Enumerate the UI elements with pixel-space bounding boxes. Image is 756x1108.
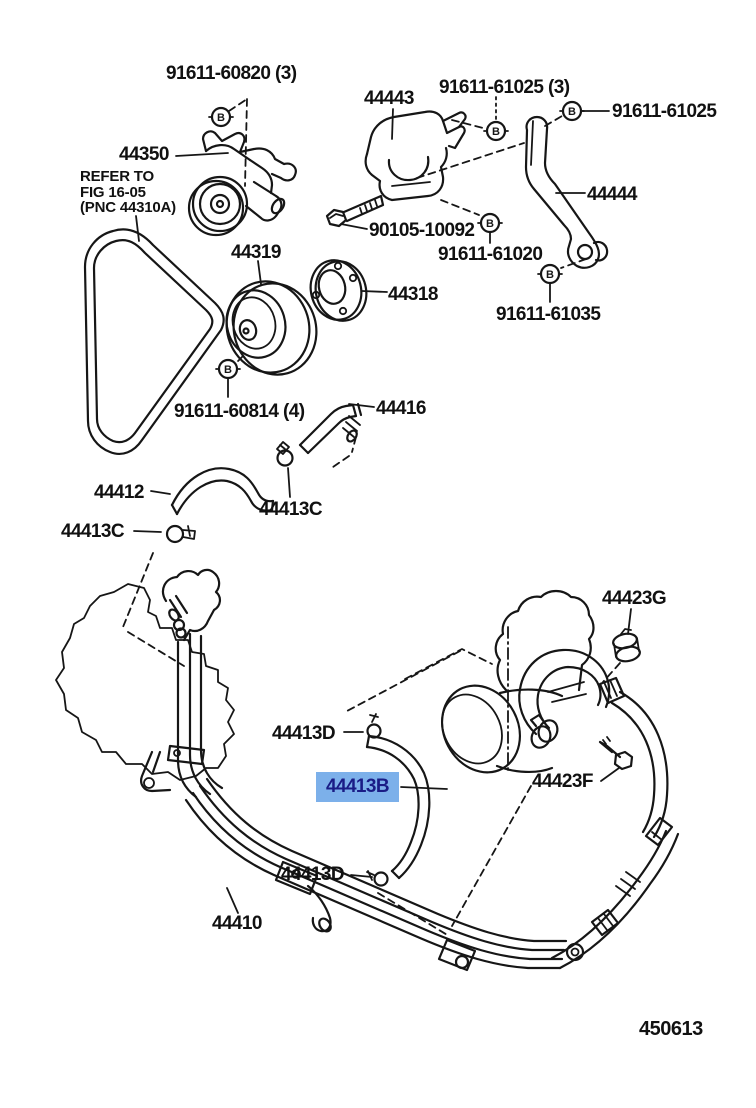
part-label-44413b-highlighted[interactable]: 44413B [316,772,399,802]
part-label-91611-61025[interactable]: 91611-61025 [612,101,717,122]
bolt-marker-letter: B [492,126,500,138]
clamp-44413c-left-drawing [167,526,195,542]
bolt-marker-icon [478,214,502,232]
part-label-44443[interactable]: 44443 [364,88,414,109]
bolt-marker-icon [484,122,508,140]
clamp-44413d-top-drawing [368,714,381,738]
tube-assembly-44410-drawing [186,779,678,970]
bolt-marker-icon [216,360,240,378]
part-label-44410[interactable]: 44410 [212,913,262,934]
engine-outline-drawing [56,584,234,791]
part-label-44416[interactable]: 44416 [376,398,426,419]
bolt-marker-icon [560,102,584,120]
part-label-90105-10092[interactable]: 90105-10092 [369,220,475,241]
part-label-91611-60820[interactable]: 91611-60820 (3) [166,63,297,84]
part-label-44444[interactable]: 44444 [587,184,637,205]
refer-note [80,169,176,216]
hose-44416-drawing [300,404,361,453]
refer-note-line2: FIG 16-05 [80,183,146,201]
bolt-marker-letter: B [486,218,494,230]
idler-assembly-drawing [189,131,296,235]
bracket-44443-drawing [366,111,466,200]
bolt-44423f-drawing [600,737,632,769]
tube-inlet-drawing [163,570,222,797]
hose-44413b-drawing [367,736,429,878]
bolt-marker-icon [538,265,562,283]
part-label-44319[interactable]: 44319 [231,242,281,263]
bolt-marker-letter: B [546,269,554,281]
part-label-44423g[interactable]: 44423G [602,588,667,609]
part-label-91611-60814[interactable]: 91611-60814 (4) [174,401,305,422]
part-label-91611-61025-qty[interactable]: 91611-61025 (3) [439,77,570,98]
part-label-44423f[interactable]: 44423F [532,771,593,792]
clip-44423g-drawing [612,629,641,663]
bolt-marker-letter: B [217,112,225,124]
figure-number: 450613 [639,1018,703,1040]
part-label-44318[interactable]: 44318 [388,284,438,305]
refer-note-line3: (PNC 44310A) [80,199,176,216]
part-label-44412[interactable]: 44412 [94,482,144,503]
part-label-44413d-bottom[interactable]: 44413D [281,864,344,885]
part-label-44413c-left[interactable]: 44413C [61,521,124,542]
part-label-44413d-top[interactable]: 44413D [272,723,335,744]
hose-44412-drawing [172,468,273,514]
bolt-marker-letter: B [224,364,232,376]
part-label-91611-61035[interactable]: 91611-61035 [496,304,601,325]
clamp-44413d-bottom-drawing [367,871,388,886]
part-label-91611-61020[interactable]: 91611-61020 [438,244,543,265]
refer-note-line1: REFER TO [80,168,154,185]
part-label-44350[interactable]: 44350 [119,144,169,165]
part-label-44413c-right[interactable]: 44413C [259,499,322,520]
clamp-44413c-right-drawing [277,442,293,466]
bolt-marker-letter: B [568,106,576,118]
pump-reservoir-drawing [427,588,672,845]
